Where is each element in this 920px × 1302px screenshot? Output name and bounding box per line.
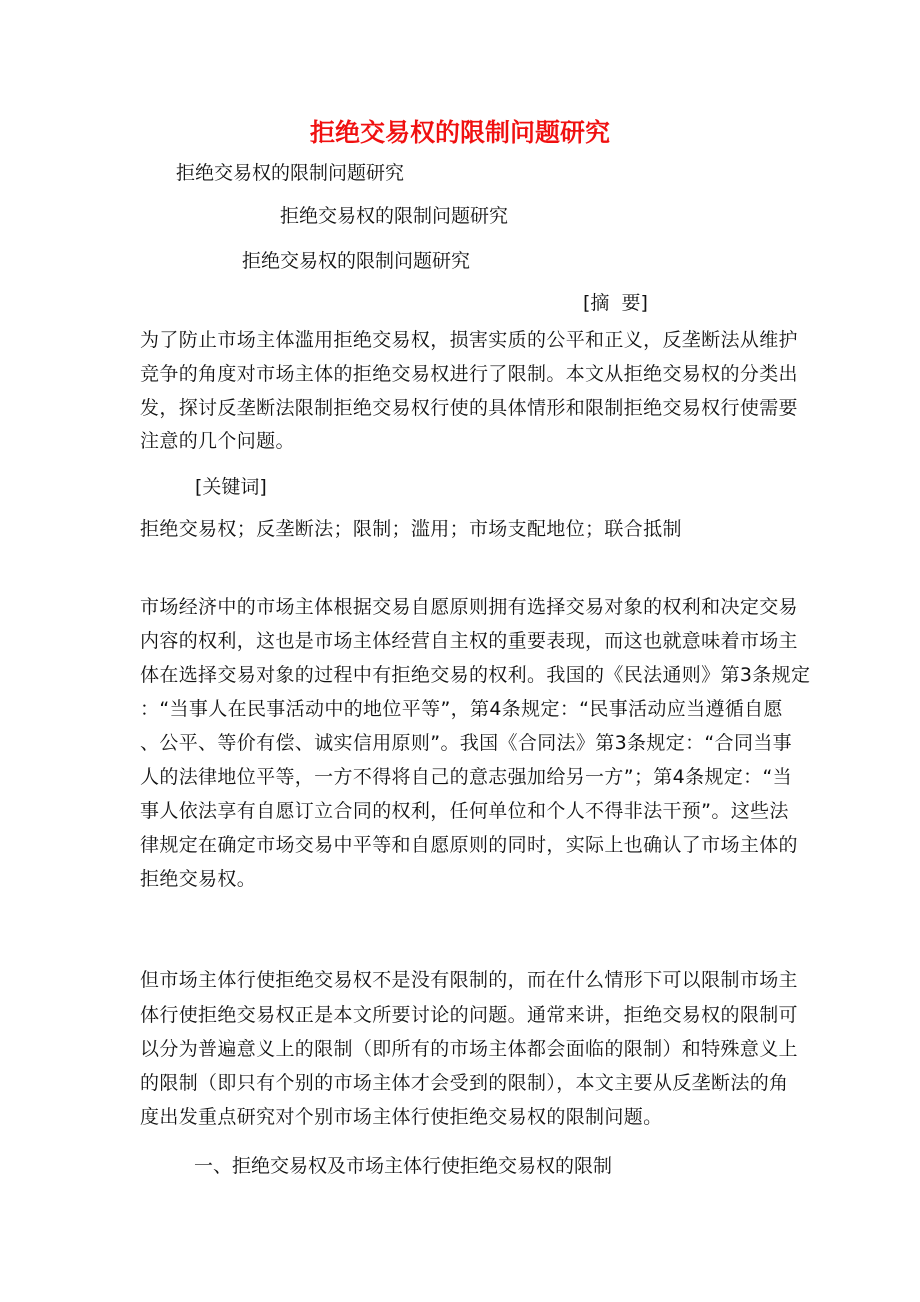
paragraph-line: 的限制（即只有个别的市场主体才会受到的限制），本文主要从反垄断法的角 (140, 1072, 789, 1094)
paragraph-line: 、公平、等价有偿、诚实信用原则”。我国《合同法》第3条规定：“合同当事 (140, 732, 793, 754)
paragraph-line: 拒绝交易权。 (140, 868, 257, 890)
document-title: 拒绝交易权的限制问题研究 (309, 118, 610, 147)
paragraph-line: 度出发重点研究对个别市场主体行使拒绝交易权的限制问题。 (140, 1106, 663, 1128)
section-heading: 一、拒绝交易权及市场主体行使拒绝交易权的限制 (194, 1155, 613, 1177)
subtitle: 拒绝交易权的限制问题研究 (176, 162, 405, 184)
abstract-line: 发，探讨反垄断法限制拒绝交易权行使的具体情形和限制拒绝交易权行使需要 (140, 397, 798, 419)
abstract-label: [摘 要] (583, 292, 648, 314)
keywords-label: [关键词] (195, 476, 267, 498)
paragraph-line: 但市场主体行使拒绝交易权不是没有限制的，而在什么情形下可以限制市场主 (140, 969, 798, 991)
paragraph-line: 以分为普遍意义上的限制（即所有的市场主体都会面临的限制）和特殊意义上 (140, 1038, 798, 1060)
paragraph-line: 人的法律地位平等，一方不得将自己的意志强加给另一方”；第4条规定：“当 (140, 766, 793, 788)
abstract-line: 为了防止市场主体滥用拒绝交易权，损害实质的公平和正义，反垄断法从维护 (140, 329, 798, 351)
paragraph-line: ：“当事人在民事活动中的地位平等”，第4条规定：“民事活动应当遵循自愿 (140, 698, 783, 720)
subtitle: 拒绝交易权的限制问题研究 (280, 205, 509, 227)
paragraph-line: 市场经济中的市场主体根据交易自愿原则拥有选择交易对象的权利和决定交易 (140, 596, 798, 618)
abstract-line: 竞争的角度对市场主体的拒绝交易权进行了限制。本文从拒绝交易权的分类出 (140, 363, 798, 385)
paragraph-line: 体在选择交易对象的过程中有拒绝交易的权利。我国的《民法通则》第3条规定 (140, 664, 811, 686)
paragraph-line: 事人依法享有自愿订立合同的权利，任何单位和个人不得非法干预”。这些法 (140, 800, 789, 822)
abstract-line: 注意的几个问题。 (140, 430, 295, 452)
paragraph-line: 律规定在确定市场交易中平等和自愿原则的同时，实际上也确认了市场主体的 (140, 834, 798, 856)
subtitle: 拒绝交易权的限制问题研究 (242, 250, 471, 272)
keywords: 拒绝交易权；反垄断法；限制；滥用；市场支配地位；联合抵制 (140, 518, 682, 540)
paragraph-line: 内容的权利，这也是市场主体经营自主权的重要表现，而这也就意味着市场主 (140, 630, 798, 652)
paragraph-line: 体行使拒绝交易权正是本文所要讨论的问题。通常来讲，拒绝交易权的限制可 (140, 1004, 798, 1026)
